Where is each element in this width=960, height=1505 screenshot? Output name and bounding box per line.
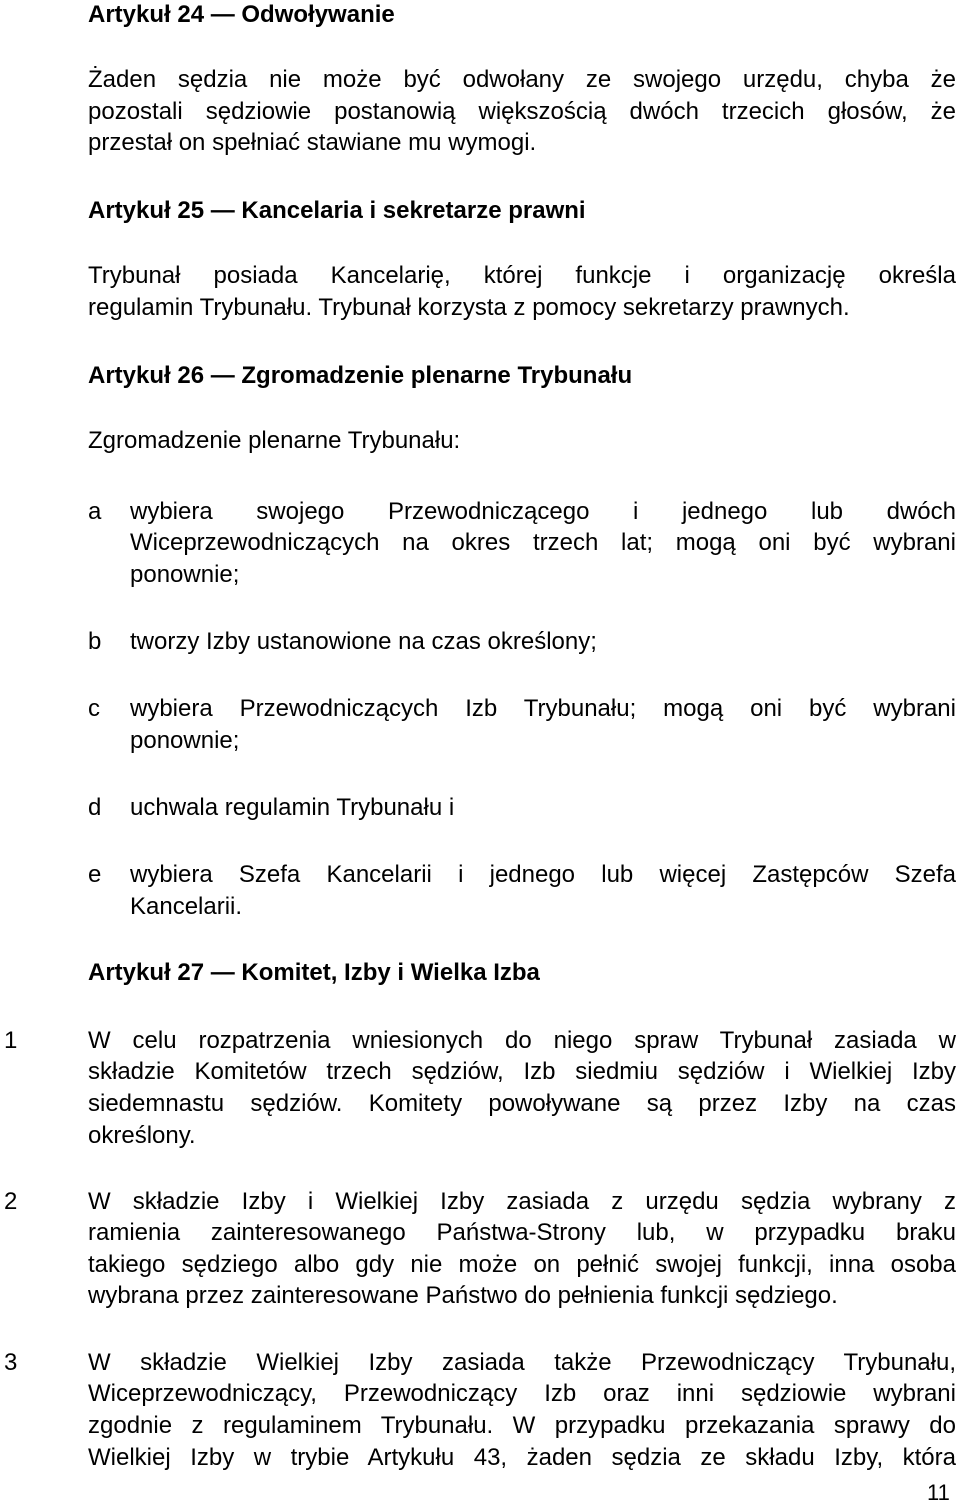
article-25-heading: Artykuł 25 — Kancelaria i sekretarze prawni bbox=[88, 197, 586, 224]
numbered-item-line: określony. bbox=[88, 1122, 196, 1149]
list-item-label: d bbox=[88, 794, 102, 821]
article-24-body-line: Żaden sędzia nie może być odwołany ze swojego urzędu, chyba że bbox=[88, 66, 956, 93]
list-item-label: b bbox=[88, 628, 102, 655]
list-item-line: wybiera Szefa Kancelarii i jednego lub więcej Zastępców Szefa bbox=[130, 861, 956, 888]
article-26-intro: Zgromadzenie plenarne Trybunału: bbox=[88, 427, 461, 454]
list-item-line: wybiera swojego Przewodniczącego i jednego lub dwóch bbox=[130, 498, 956, 525]
list-item-line: Kancelarii. bbox=[130, 893, 243, 920]
numbered-item-line: składzie Komitetów trzech sędziów, Izb siedmiu sędziów i Wielkiej Izby bbox=[88, 1058, 956, 1085]
numbered-item-line: W celu rozpatrzenia wniesionych do niego spraw Trybunał zasiada w bbox=[88, 1027, 956, 1054]
list-item-line: Wiceprzewodniczących na okres trzech lat; mogą oni być wybrani bbox=[130, 529, 956, 556]
article-26-heading: Artykuł 26 — Zgromadzenie plenarne Trybunału bbox=[88, 362, 633, 389]
list-item-label: a bbox=[88, 498, 102, 525]
numbered-item-line: takiego sędziego albo gdy nie może on pełnić swojej funkcji, inna osoba bbox=[88, 1251, 956, 1278]
list-item-label: c bbox=[88, 695, 100, 722]
article-27-heading: Artykuł 27 — Komitet, Izby i Wielka Izba bbox=[88, 959, 540, 986]
numbered-item-line: ramienia zainteresowanego Państwa-Strony lub, w przypadku braku bbox=[88, 1219, 956, 1246]
list-item-line: wybiera Przewodniczących Izb Trybunału; mogą oni być wybrani bbox=[130, 695, 956, 722]
list-item-line: ponownie; bbox=[130, 727, 240, 754]
list-item-line: uchwala regulamin Trybunału i bbox=[130, 794, 455, 821]
article-24-heading: Artykuł 24 — Odwoływanie bbox=[88, 1, 395, 28]
numbered-item-line: W składzie Wielkiej Izby zasiada także Przewodniczący Trybunału, bbox=[88, 1349, 956, 1376]
list-item-label: e bbox=[88, 861, 102, 888]
article-25-body-line: Trybunał posiada Kancelarię, której funkcje i organizację określa bbox=[88, 262, 956, 289]
numbered-item-label: 1 bbox=[4, 1027, 18, 1054]
numbered-item-line: zgodnie z regulaminem Trybunału. W przypadku przekazania sprawy do bbox=[88, 1412, 956, 1439]
numbered-item-line: Wiceprzewodniczący, Przewodniczący Izb oraz inni sędziowie wybrani bbox=[88, 1380, 956, 1407]
page-number: 11 bbox=[927, 1480, 950, 1505]
numbered-item-label: 3 bbox=[4, 1349, 18, 1376]
list-item-line: ponownie; bbox=[130, 561, 240, 588]
numbered-item-label: 2 bbox=[4, 1188, 18, 1215]
article-25-body-line: regulamin Trybunału. Trybunał korzysta z pomocy sekretarzy prawnych. bbox=[88, 294, 850, 321]
article-24-body-line: przestał on spełniać stawiane mu wymogi. bbox=[88, 129, 537, 156]
numbered-item-line: Wielkiej Izby w trybie Artykułu 43, żaden sędzia ze składu Izby, która bbox=[88, 1444, 956, 1471]
numbered-item-line: siedemnastu sędziów. Komitety powoływane są przez Izby na czas bbox=[88, 1090, 956, 1117]
list-item-line: tworzy Izby ustanowione na czas określony; bbox=[130, 628, 597, 655]
numbered-item-line: wybrana przez zainteresowane Państwo do pełnienia funkcji sędziego. bbox=[88, 1282, 838, 1309]
article-24-body-line: pozostali sędziowie postanowią większością dwóch trzecich głosów, że bbox=[88, 98, 956, 125]
numbered-item-line: W składzie Izby i Wielkiej Izby zasiada z urzędu sędzia wybrany z bbox=[88, 1188, 956, 1215]
